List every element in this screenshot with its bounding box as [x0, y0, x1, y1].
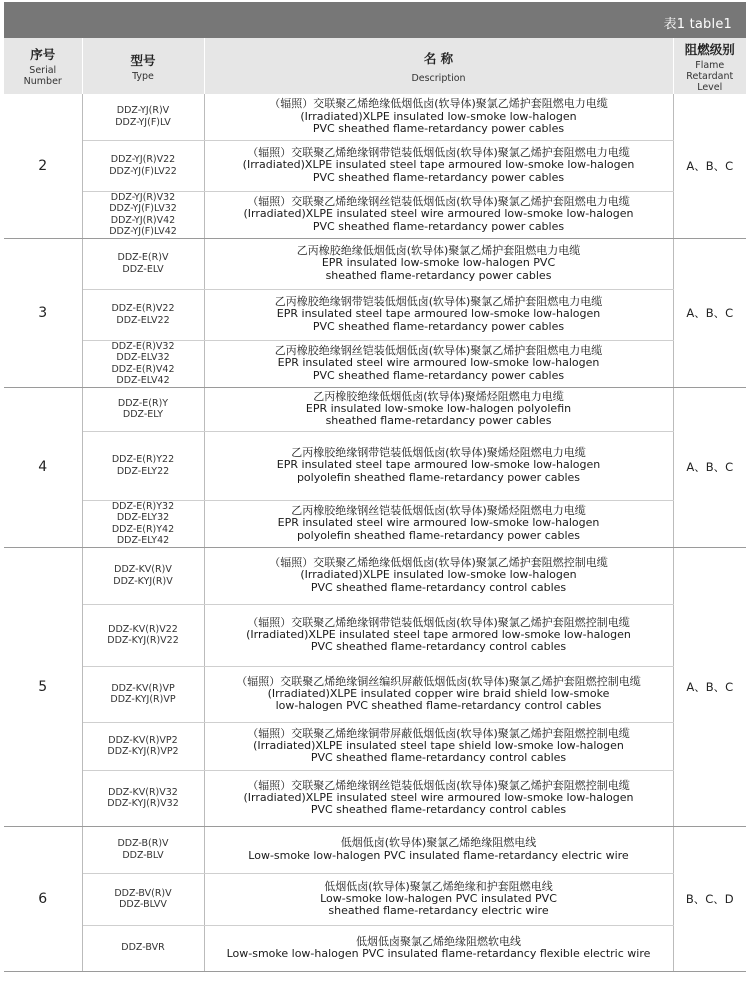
description-en: (Irradiated)XLPE insulated steel tape armoured low-smoke low-halogen — [242, 158, 635, 172]
type-line: DDZ-KV(R)VP — [111, 682, 175, 694]
description-en: polyolefin sheathed flame-retardancy power cables — [296, 470, 581, 484]
description-en: Low-smoke low-halogen PVC insulated flame-retardancy flexible electric wire — [226, 947, 651, 960]
description-en: (Irradiated)XLPE insulated copper wire braid shield low-smoke — [267, 686, 610, 700]
description-en: EPR insulated steel wire armoured low-smoke low-halogen — [277, 356, 600, 370]
description-zh: 乙丙橡胶绝缘钢带铠装低烟低卤(软导体)聚氯乙烯护套阻燃电力电缆 — [274, 295, 603, 309]
table-row — [4, 826, 746, 873]
type-line: DDZ-KYJ(R)VP2 — [107, 746, 179, 757]
table-caption-bar — [4, 2, 746, 38]
type-line: DDZ-KV(R)V — [114, 564, 172, 575]
description-cell — [204, 770, 673, 826]
description-en: EPR insulated steel tape armoured low-smoke low-halogen — [276, 307, 601, 321]
serial-cell: 5 — [4, 547, 82, 826]
description-cell — [204, 289, 673, 340]
flame-level-cell: A、B、C — [673, 94, 746, 238]
description-zh: （辐照）交联聚乙烯绝缘铜丝编织屏蔽低烟低卤(软导体)聚氯乙烯护套阻燃控制电缆 — [236, 674, 641, 688]
description-en: sheathed flame-retardancy electric wire — [328, 904, 549, 918]
type-line: DDZ-KYJ(R)V32 — [107, 798, 179, 809]
table-row — [4, 500, 746, 547]
type-cell — [82, 140, 204, 191]
type-line: DDZ-E(R)V32 — [111, 340, 175, 352]
description-zh: （辐照）交联聚乙烯绝缘低烟低卤(软导体)聚氯乙烯护套阻燃电力电缆 — [269, 97, 608, 111]
table-row — [4, 604, 746, 666]
description-en: PVC sheathed flame-retardancy control cables — [310, 640, 567, 654]
header-description-en: Description — [411, 72, 466, 84]
description-cell — [204, 387, 673, 431]
type-line: DDZ-KYJ(R)VP — [110, 694, 176, 705]
description-cell — [204, 925, 673, 971]
description-en: PVC sheathed flame-retardancy power cables — [312, 170, 565, 184]
type-cell — [82, 770, 204, 826]
description-en: sheathed flame-retardancy power cables — [325, 414, 552, 428]
type-cell — [82, 826, 204, 873]
description-cell — [204, 431, 673, 500]
description-en: sheathed flame-retardancy power cables — [325, 268, 552, 282]
description-zh: （辐照）交联聚乙烯绝缘钢丝铠装低烟低卤(软导体)聚氯乙烯护套阻燃控制电缆 — [247, 778, 630, 792]
description-cell — [204, 500, 673, 547]
description-en: PVC sheathed flame-retardancy power cables — [312, 368, 565, 382]
description-zh: 乙丙橡胶绝缘钢丝铠装低烟低卤(软导体)聚氯乙烯护套阻燃电力电缆 — [274, 344, 603, 358]
description-en: EPR insulated low-smoke low-halogen PVC — [321, 256, 556, 270]
description-en: (Irradiated)XLPE insulated low-smoke low-halogen — [300, 109, 577, 123]
type-line: DDZ-KV(R)V32 — [108, 786, 178, 798]
type-line: DDZ-KV(R)VP2 — [108, 734, 178, 746]
type-cell — [82, 191, 204, 238]
description-zh: （辐照）交联聚乙烯绝缘低烟低卤(软导体)聚氯乙烯护套阻燃控制电缆 — [269, 556, 608, 570]
description-en: (Irradiated)XLPE insulated steel tape armored low-smoke low-halogen — [246, 627, 631, 641]
table-row — [4, 925, 746, 971]
type-cell — [82, 340, 204, 387]
type-line: DDZ-BLVV — [119, 899, 167, 910]
description-en: (Irradiated)XLPE insulated steel wire armoured low-smoke low-halogen — [243, 207, 634, 221]
type-line: DDZ-KYJ(R)V — [113, 575, 173, 587]
type-line: DDZ-E(R)V22 — [111, 303, 175, 314]
header-serial-en — [4, 65, 82, 87]
type-line: DDZ-E(R)Y22 — [111, 454, 175, 465]
description-zh: 低烟低卤聚氯乙烯绝缘阻燃软电线 — [356, 934, 521, 948]
header-serial-en-text: Serial Number — [23, 65, 62, 87]
type-line: DDZ-YJ(F)LV42 — [109, 226, 177, 237]
type-line: DDZ-YJ(R)V42 — [110, 214, 176, 226]
type-line: DDZ-E(R)Y42 — [111, 523, 175, 535]
description-zh: 低烟低卤(软导体)聚氯乙烯绝缘阻燃电线 — [340, 836, 537, 850]
table-row — [4, 873, 746, 925]
type-line: DDZ-ELY42 — [116, 535, 170, 546]
description-cell — [204, 604, 673, 666]
type-line: DDZ-YJ(R)V — [116, 105, 170, 117]
table-row — [4, 191, 746, 238]
description-en: PVC sheathed flame-retardancy power cables — [312, 219, 565, 233]
description-zh: 乙丙橡胶绝缘钢丝铠装低烟低卤(软导体)聚烯烃阻燃电力电缆 — [291, 504, 586, 518]
description-en: PVC sheathed flame-retardancy control cables — [310, 751, 567, 765]
type-line: DDZ-E(R)V — [117, 252, 169, 263]
description-en: Low-smoke low-halogen PVC insulated flame-retardancy electric wire — [248, 848, 629, 862]
type-line: DDZ-ELY22 — [116, 465, 170, 477]
table-row — [4, 387, 746, 431]
description-cell — [204, 191, 673, 238]
description-zh: 乙丙橡胶绝缘低烟低卤(软导体)聚烯烃阻燃电力电缆 — [313, 389, 564, 403]
header-type-en: Type — [132, 70, 154, 82]
table-row — [4, 340, 746, 387]
table-row — [4, 140, 746, 191]
serial-cell: 3 — [4, 238, 82, 387]
header-level-zh: 阻燃级别 — [684, 41, 735, 57]
header-type-zh: 型号 — [130, 52, 156, 68]
description-zh: 乙丙橡胶绝缘低烟低卤(软导体)聚氯乙烯护套阻燃电力电缆 — [296, 244, 581, 258]
description-en: Low-smoke low-halogen PVC insulated PVC — [320, 891, 557, 905]
description-cell — [204, 238, 673, 289]
description-zh: （辐照）交联聚乙烯绝缘钢带铠装低烟低卤(软导体)聚氯乙烯护套阻燃电力电缆 — [247, 146, 630, 160]
flame-level-cell: A、B、C — [673, 547, 746, 826]
type-cell — [82, 604, 204, 666]
type-line: DDZ-ELY32 — [116, 512, 170, 523]
description-cell — [204, 873, 673, 925]
description-en: PVC sheathed flame-retardancy power cables — [312, 319, 565, 333]
type-line: DDZ-E(R)Y32 — [111, 500, 175, 512]
type-line: DDZ-E(R)V42 — [111, 363, 175, 375]
header-serial — [4, 38, 82, 94]
serial-cell: 4 — [4, 387, 82, 547]
flame-level-cell: A、B、C — [673, 238, 746, 387]
type-cell — [82, 238, 204, 289]
cable-table — [4, 38, 746, 972]
description-zh: （辐照）交联聚乙烯绝缘钢丝铠装低烟低卤(软导体)聚氯乙烯护套阻燃电力电缆 — [247, 195, 630, 209]
description-en: polyolefin sheathed flame-retardancy power cables — [296, 528, 581, 542]
description-en: PVC sheathed flame-retardancy control cables — [310, 803, 567, 817]
type-cell — [82, 289, 204, 340]
type-cell — [82, 666, 204, 722]
description-cell — [204, 826, 673, 873]
description-en: EPR insulated steel tape armoured low-smoke low-halogen — [276, 458, 601, 472]
type-cell — [82, 925, 204, 971]
type-line: DDZ-YJ(R)V32 — [110, 191, 176, 203]
type-line: DDZ-BLV — [122, 849, 164, 861]
type-line: DDZ-YJ(R)V22 — [110, 154, 176, 165]
header-level-en — [674, 60, 747, 93]
type-line: DDZ-B(R)V — [117, 838, 169, 849]
header-description-zh: 名 称 — [423, 50, 454, 66]
type-cell — [82, 873, 204, 925]
description-cell — [204, 140, 673, 191]
type-cell — [82, 94, 204, 140]
header-level — [673, 38, 746, 94]
table-row — [4, 289, 746, 340]
type-line: DDZ-YJ(F)LV32 — [109, 203, 177, 214]
table-row — [4, 666, 746, 722]
type-line: DDZ-YJ(F)LV — [115, 116, 171, 128]
table-row — [4, 770, 746, 826]
header-type — [82, 38, 204, 94]
header-row — [4, 38, 746, 94]
type-line: DDZ-ELV32 — [116, 352, 170, 363]
table-row — [4, 722, 746, 770]
description-en: PVC sheathed flame-retardancy control cables — [310, 580, 567, 594]
description-en: PVC sheathed flame-retardancy power cables — [312, 121, 565, 135]
type-line: DDZ-KV(R)V22 — [108, 623, 178, 635]
type-line: DDZ-BVR — [121, 942, 165, 954]
type-cell — [82, 500, 204, 547]
description-zh: （辐照）交联聚乙烯绝缘铜带屏蔽低烟低卤(软导体)聚氯乙烯护套阻燃控制电缆 — [247, 726, 630, 740]
table-caption: 表1 table1 — [663, 17, 732, 32]
type-line: DDZ-ELY — [122, 409, 164, 420]
table-body — [4, 94, 746, 971]
description-en: (Irradiated)XLPE insulated steel tape shield low-smoke low-halogen — [253, 738, 624, 752]
description-zh: 乙丙橡胶绝缘钢带铠装低烟低卤(软导体)聚烯烃阻燃电力电缆 — [291, 446, 586, 460]
type-line: DDZ-BV(R)V — [114, 887, 172, 899]
flame-level-cell: B、C、D — [673, 826, 746, 971]
description-en: (Irradiated)XLPE insulated steel wire armoured low-smoke low-halogen — [243, 790, 634, 804]
header-description — [204, 38, 673, 94]
header-level-en-text: Flame Retardant Level — [686, 59, 734, 93]
description-zh: （辐照）交联聚乙烯绝缘钢带铠装低烟低卤(软导体)聚氯乙烯护套阻燃控制电缆 — [247, 615, 630, 629]
type-line: DDZ-ELV42 — [116, 375, 170, 386]
type-line: DDZ-YJ(F)LV22 — [109, 165, 177, 177]
type-line: DDZ-ELV22 — [116, 314, 170, 326]
description-en: EPR insulated steel wire armoured low-smoke low-halogen — [277, 516, 600, 530]
table-row — [4, 547, 746, 604]
table-row — [4, 431, 746, 500]
type-cell — [82, 722, 204, 770]
description-en: (Irradiated)XLPE insulated low-smoke low-halogen — [300, 568, 577, 582]
serial-cell: 6 — [4, 826, 82, 971]
type-line: DDZ-E(R)Y — [117, 397, 169, 409]
serial-cell: 2 — [4, 94, 82, 238]
description-cell — [204, 722, 673, 770]
description-cell — [204, 94, 673, 140]
flame-level-cell: A、B、C — [673, 387, 746, 547]
description-cell — [204, 666, 673, 722]
type-line: DDZ-KYJ(R)V22 — [107, 635, 179, 646]
description-cell — [204, 547, 673, 604]
table-row — [4, 94, 746, 140]
type-cell — [82, 547, 204, 604]
type-line: DDZ-ELV — [122, 263, 164, 275]
type-cell — [82, 431, 204, 500]
table-row — [4, 238, 746, 289]
description-cell — [204, 340, 673, 387]
description-zh: 低烟低卤(软导体)聚氯乙烯绝缘和护套阻燃电线 — [324, 879, 553, 893]
header-serial-zh: 序号 — [30, 47, 56, 62]
description-en: EPR insulated low-smoke low-halogen polyolefin — [305, 401, 572, 415]
description-en: low-halogen PVC sheathed flame-retardancy control cables — [275, 699, 602, 713]
type-cell — [82, 387, 204, 431]
